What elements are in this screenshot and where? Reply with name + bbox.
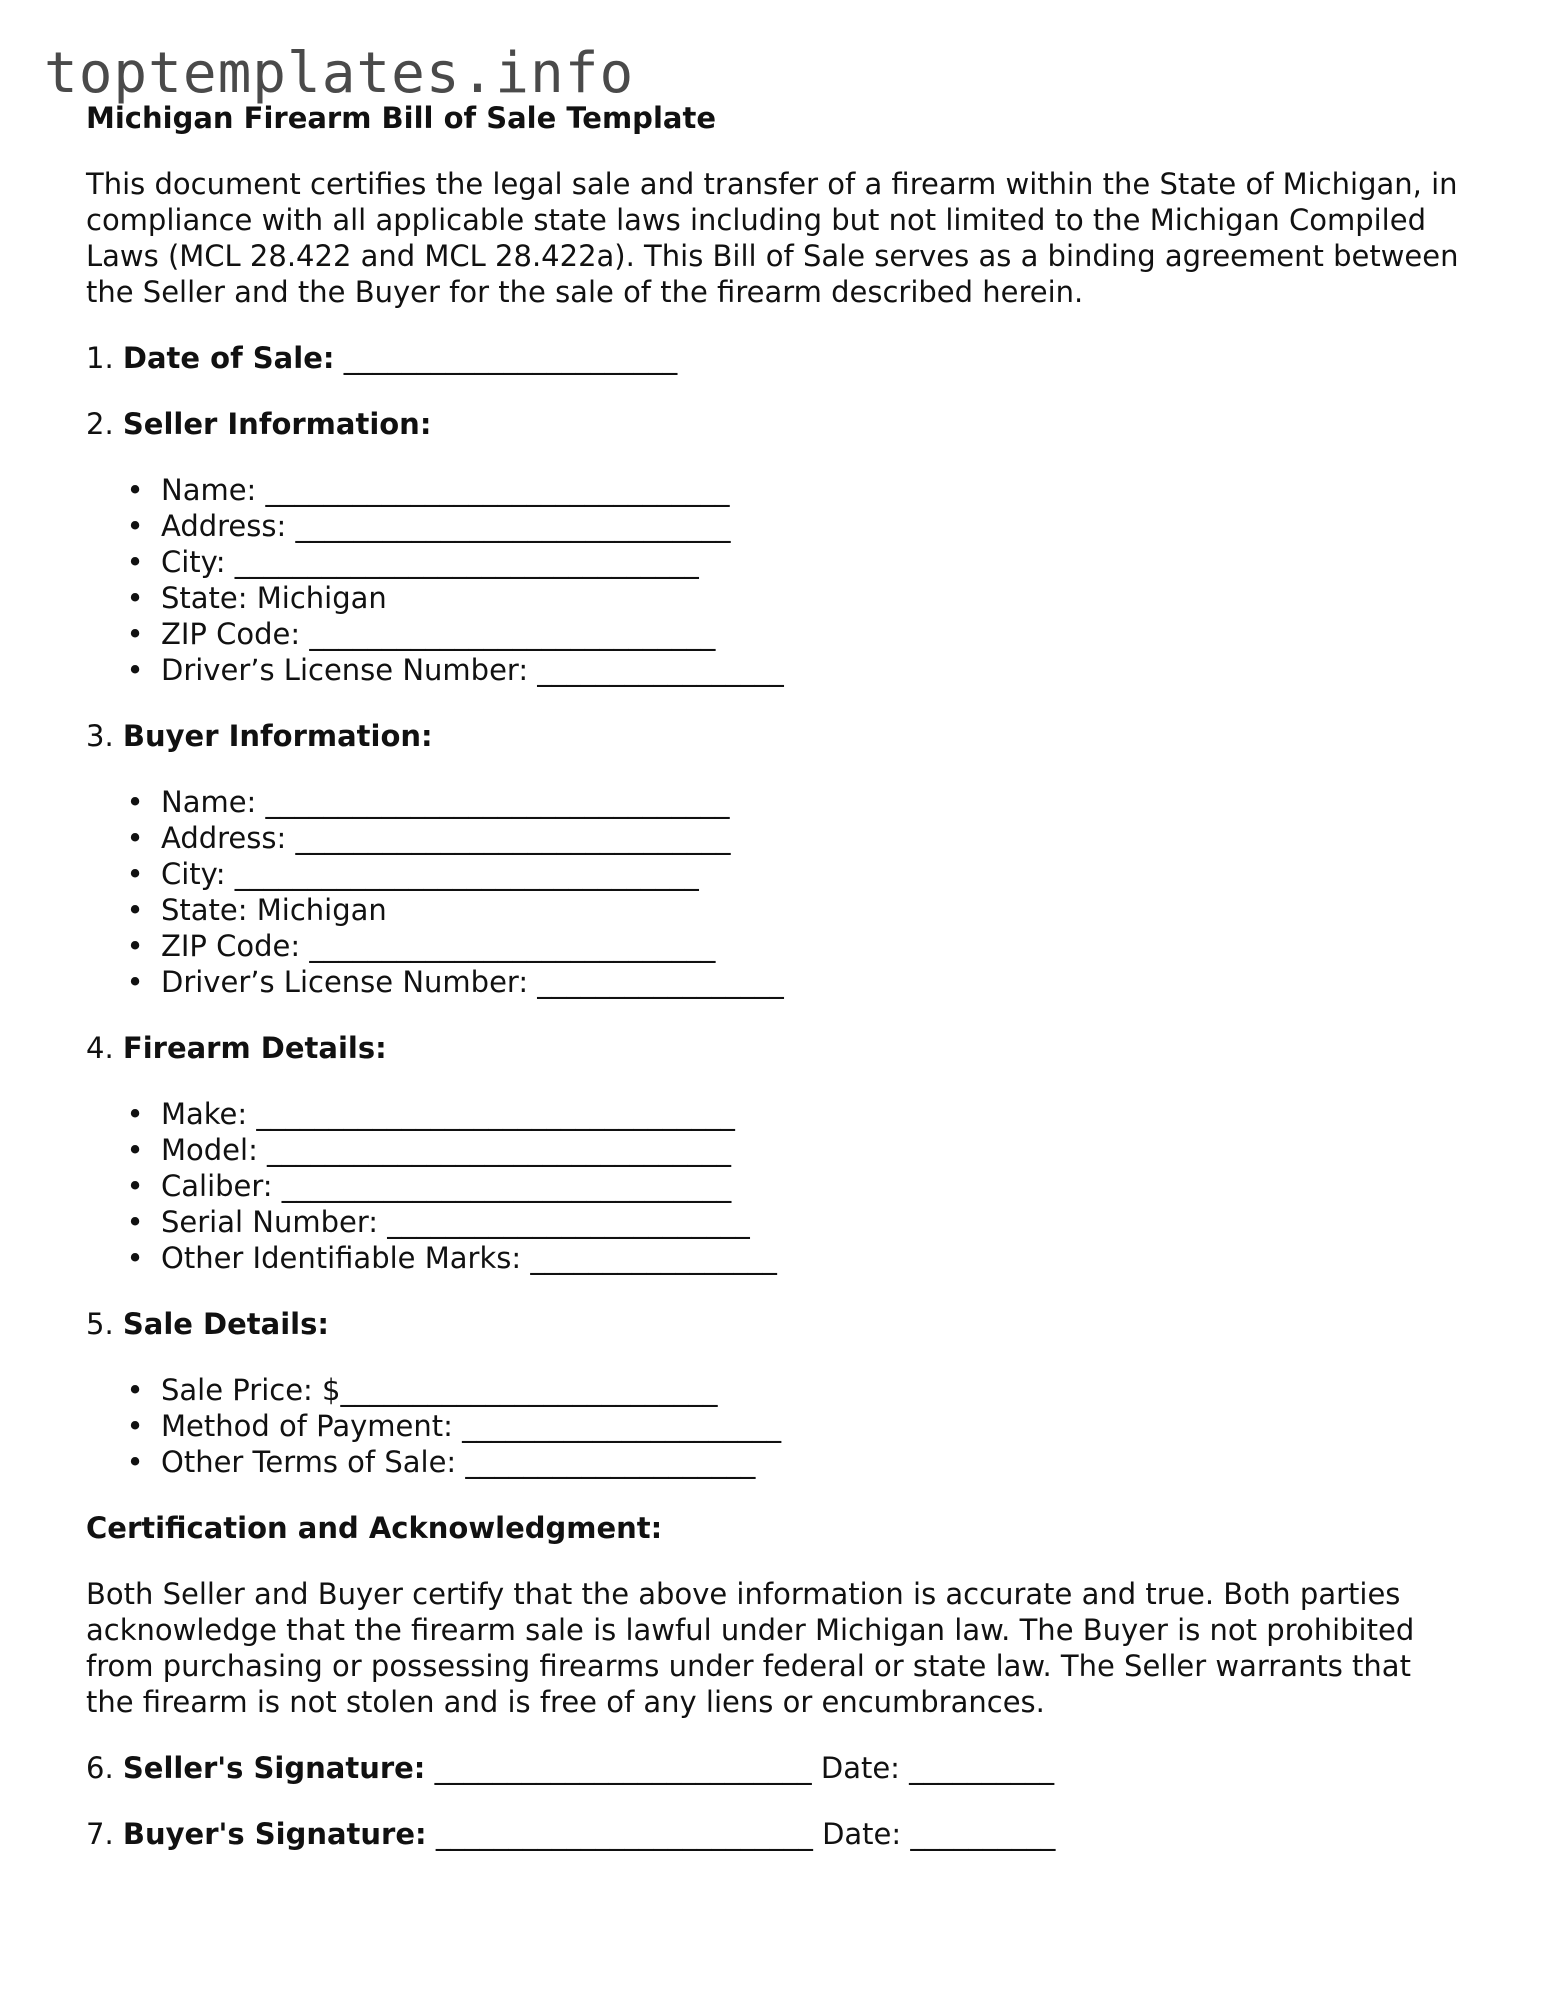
firearm-model-item[interactable]: • Model: ________________________________: [123, 1132, 1466, 1168]
sale-heading: [86, 1306, 1466, 1342]
bullet-icon: •: [126, 1241, 144, 1275]
watermark-text: toptemplates.info: [44, 41, 635, 106]
sale-details-list: [86, 1372, 1466, 1480]
bullet-icon: •: [126, 965, 144, 999]
seller-signature-blank[interactable]: __________________________: [434, 1751, 812, 1785]
bullet-icon: •: [126, 857, 144, 891]
seller-license-item[interactable]: • Driver’s License Number: _________________: [123, 652, 1466, 688]
payment-method-item[interactable]: • Method of Payment: ______________________: [123, 1408, 1466, 1444]
bullet-icon: •: [126, 1445, 144, 1479]
bullet-icon: •: [126, 1205, 144, 1239]
seller-date-blank[interactable]: __________: [909, 1751, 1055, 1785]
date-of-sale-blank[interactable]: _______________________: [343, 341, 678, 375]
buyer-date-blank[interactable]: __________: [910, 1817, 1056, 1851]
bullet-icon: •: [126, 473, 144, 507]
seller-heading-label: Seller Information:: [122, 407, 432, 441]
seller-signature-label: Seller's Signature:: [122, 1751, 426, 1785]
bullet-icon: •: [126, 785, 144, 819]
document-title: Michigan Firearm Bill of Sale Template: [86, 101, 716, 135]
seller-heading: [86, 406, 1466, 442]
seller-name-item[interactable]: • Name: ________________________________: [123, 472, 1466, 508]
buyer-city-item[interactable]: • City: ________________________________: [123, 856, 1466, 892]
sale-heading-label: Sale Details:: [122, 1307, 329, 1341]
bullet-icon: •: [126, 653, 144, 687]
seller-date-label: Date:: [820, 1751, 900, 1785]
firearm-heading-label: Firearm Details:: [122, 1031, 387, 1065]
section-number: 3.: [86, 719, 114, 753]
seller-address-item[interactable]: • Address: ______________________________: [123, 508, 1466, 544]
buyer-info-list: [86, 784, 1466, 1000]
date-of-sale-line: [86, 340, 1466, 376]
seller-signature-line: [86, 1750, 1466, 1786]
buyer-heading: [86, 718, 1466, 754]
buyer-name-item[interactable]: • Name: ________________________________: [123, 784, 1466, 820]
section-number: 1.: [86, 341, 114, 375]
certification-heading: Certification and Acknowledgment:: [86, 1511, 663, 1545]
bullet-icon: •: [126, 929, 144, 963]
buyer-state-item: • State: Michigan: [123, 892, 1466, 928]
bullet-icon: •: [126, 617, 144, 651]
other-terms-item[interactable]: • Other Terms of Sale: ____________________: [123, 1444, 1466, 1480]
date-of-sale-label: Date of Sale:: [122, 341, 335, 375]
section-number: 6.: [86, 1751, 114, 1785]
bullet-icon: •: [126, 545, 144, 579]
buyer-heading-label: Buyer Information:: [122, 719, 433, 753]
firearm-serial-item[interactable]: • Serial Number: _________________________: [123, 1204, 1466, 1240]
buyer-signature-label: Buyer's Signature:: [122, 1817, 427, 1851]
certification-paragraph: Both Seller and Buyer certify that the above information is accurate and true. Both parties acknowledge that the firearm sale is lawful under Michigan law. The Buyer is not prohibited from purchasing or possessing firearms under federal or state law. The Seller warrants that the firearm is not stolen and is free of any liens or encumbrances.: [86, 1577, 1415, 1719]
buyer-date-label: Date:: [822, 1817, 902, 1851]
firearm-details-list: [86, 1096, 1466, 1276]
bullet-icon: •: [126, 509, 144, 543]
buyer-address-item[interactable]: • Address: ______________________________: [123, 820, 1466, 856]
buyer-zip-item[interactable]: • ZIP Code: ____________________________: [123, 928, 1466, 964]
bullet-icon: •: [126, 893, 144, 927]
bullet-icon: •: [126, 821, 144, 855]
bullet-icon: •: [126, 1409, 144, 1443]
bullet-icon: •: [126, 1133, 144, 1167]
section-number: 5.: [86, 1307, 114, 1341]
buyer-signature-blank[interactable]: __________________________: [435, 1817, 813, 1851]
firearm-heading: [86, 1030, 1466, 1066]
bullet-icon: •: [126, 1097, 144, 1131]
sale-price-item[interactable]: • Sale Price: $__________________________: [123, 1372, 1466, 1408]
seller-state-item: • State: Michigan: [123, 580, 1466, 616]
firearm-make-item[interactable]: • Make: _________________________________: [123, 1096, 1466, 1132]
document-body: [86, 100, 1466, 1852]
section-number: 2.: [86, 407, 114, 441]
buyer-license-item[interactable]: • Driver’s License Number: _________________: [123, 964, 1466, 1000]
section-number: 4.: [86, 1031, 114, 1065]
bullet-icon: •: [126, 1169, 144, 1203]
buyer-signature-line: [86, 1816, 1466, 1852]
section-number: 7.: [86, 1817, 114, 1851]
bullet-icon: •: [126, 581, 144, 615]
firearm-marks-item[interactable]: • Other Identifiable Marks: _________________: [123, 1240, 1466, 1276]
seller-zip-item[interactable]: • ZIP Code: ____________________________: [123, 616, 1466, 652]
firearm-caliber-item[interactable]: • Caliber: _______________________________: [123, 1168, 1466, 1204]
seller-city-item[interactable]: • City: ________________________________: [123, 544, 1466, 580]
bullet-icon: •: [126, 1373, 144, 1407]
seller-info-list: [86, 472, 1466, 688]
intro-paragraph: This document certifies the legal sale and transfer of a firearm within the State of Michigan, in compliance with all applicable state laws including but not limited to the Michigan Compiled Laws (MCL 28.422 and MCL 28.422a). This Bill of Sale serves as a binding agreement between the Seller and the Buyer for the sale of the firearm described herein.: [86, 167, 1459, 309]
